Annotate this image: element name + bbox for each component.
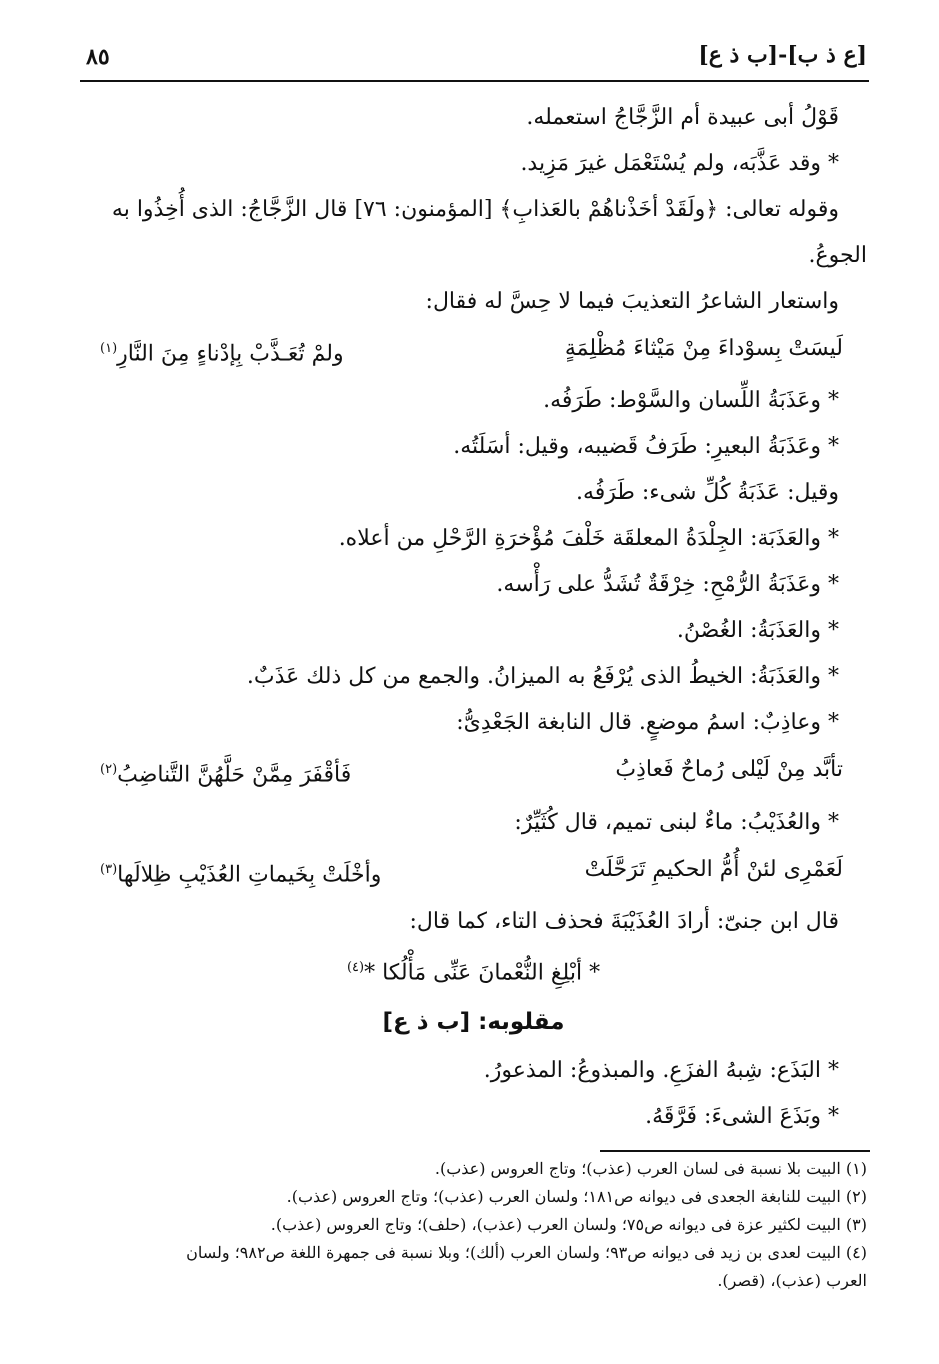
verse-4 — [80, 945, 867, 996]
verse-hemistich-first: تأبَّد مِنْ لَيْلى رُماحٌ فَعاذِبُ — [615, 757, 843, 783]
footnote-ref: (٤) — [346, 959, 365, 975]
footnote-ref: (٢) — [100, 762, 118, 778]
footnote: (١) البيت بلا نسبة فى لسان العرب (عذب)؛ وتاج العروس (عذب). — [434, 1159, 867, 1178]
text-line: واستعار الشاعرُ التعذيبَ فيما لا حِسَّ له فقال: — [425, 289, 839, 314]
verse-text: فَأقْفَرَ مِمَّنْ حَلَّهُنَّ التَّناضِبُ — [117, 762, 352, 788]
footnote-continued: العرب (عذب)، (قصر). — [717, 1271, 867, 1290]
footnote-ref: (١) — [100, 341, 118, 356]
verse-hemistich-first: لَيسَتْ بِسوْداءَ مِنْ مَيْثاءَ مُظْلِمَةٍ — [564, 336, 843, 361]
text-line: * وعَذَبَةُ اللِّسان والسَّوْط: طَرَفُه. — [543, 388, 839, 414]
verse-hemistich-second — [100, 746, 351, 799]
body-text — [80, 95, 867, 1140]
footnote: (٢) البيت للنابغة الجعدى فى ديوانه ص١٨١؛ ولسان العرب (عذب)؛ وتاج العروس (عذب). — [286, 1187, 867, 1206]
text-line: * وبَذَعَ الشىءَ: فَرَّقَهُ. — [645, 1104, 839, 1130]
footnote: (٤) البيت لعدى بن زيد فى ديوانه ص٩٣؛ ولسان العرب (ألك)؛ وبلا نسبة فى جمهرة اللغة ص٩٨٢؛ ولسان — [186, 1243, 867, 1262]
verse-hemistich-second — [100, 325, 344, 378]
text-line: * وعاذِبٌ: اسمُ موضعٍ. قال النابغة الجَعْدِىُّ: — [456, 710, 839, 736]
verse-text: * أبْلِغِ النُّعْمانَ عَنِّى مَأْلُكا * — [364, 960, 601, 986]
verse-hemistich-second — [100, 846, 381, 899]
text-line: * البَذَع: شِبهُ الفزَعِ. والمبذوعُ: المذعورُ. — [483, 1058, 839, 1084]
text-line: قَوْلُ أبى عبيدة أم الزَّجَّاجُ استعمله. — [526, 105, 839, 130]
footnote: (٣) البيت لكثير عزة فى ديوانه ص٧٥؛ ولسان العرب (عذب)، (حلف)؛ وتاج العروس (عذب). — [270, 1215, 867, 1234]
text-line: * والعُذَيْبُ: ماءٌ لبنى تميم، قال كُثَيِّرٌ: — [514, 809, 839, 835]
section-title: مقلوبه: [ب ذ ع] — [382, 1009, 565, 1036]
text-line: وقوله تعالى: ﴿ولَقَدْ أخَذْناهُمْ بالعَذابِ﴾ [المؤمنون: ٧٦] قال الزَّجَّاجُ: الذى أُخِذُوا به — [111, 197, 839, 222]
footnotes — [80, 1155, 867, 1295]
verse-2 — [80, 746, 867, 799]
footnote-rule — [600, 1150, 870, 1152]
text-line: وقيل: عَذَبَةُ كُلِّ شىء: طَرَفُه. — [575, 480, 839, 506]
footnote-ref: (٣) — [100, 861, 118, 877]
text-line: قال ابن جنىّ: أرادَ العُذَيْبَةَ فحذف التاء، كما قال: — [409, 908, 839, 934]
verse-text: ولمْ تُعَـذَّبْ بِإدْناءٍ مِنَ النَّارِ — [117, 341, 344, 367]
text-line: * والعَذَبَةُ: الخيطُ الذى يُرْفَعُ به الميزانُ. والجمع من كل ذلك عَذَبٌ. — [246, 664, 839, 690]
text-line: * والعَذَبَة: الجِلْدَةُ المعلقَة خَلْفَ مُؤْخرَةِ الرَّحْلِ من أعلاه. — [338, 526, 839, 552]
running-head: [ع ذ ب]-[ب ذ ع] — [698, 42, 867, 68]
text-line: * وعَذَبَةُ البعيرِ: طَرَفُ قَضيبه، وقيل: أسَلَتُه. — [453, 434, 839, 460]
header-rule — [80, 80, 869, 82]
text-line: * والعَذَبَةُ: الغُصْنُ. — [676, 618, 839, 644]
verse-1 — [80, 325, 867, 378]
verse-text: وأخْلَتْ بِخَيماتِ العُذَيْبِ ظِلالَها — [117, 861, 382, 887]
text-line: * وعَذَبَةُ الرُّمْحِ: خِرْقَةٌ تُشَدُّ على رَأْسه. — [496, 572, 839, 598]
verse-3 — [80, 846, 867, 899]
text-line: * وقد عَذَّبَه، ولم يُسْتَعْمَل غيرَ مَزِيد. — [520, 151, 839, 176]
page-number: ٨٥ — [86, 44, 110, 70]
verse-hemistich-first: لَعَمْرِى لئنْ أُمُّ الحكيمِ تَرَحَّلَتْ — [584, 856, 843, 882]
text-line: الجوعُ. — [808, 243, 867, 268]
